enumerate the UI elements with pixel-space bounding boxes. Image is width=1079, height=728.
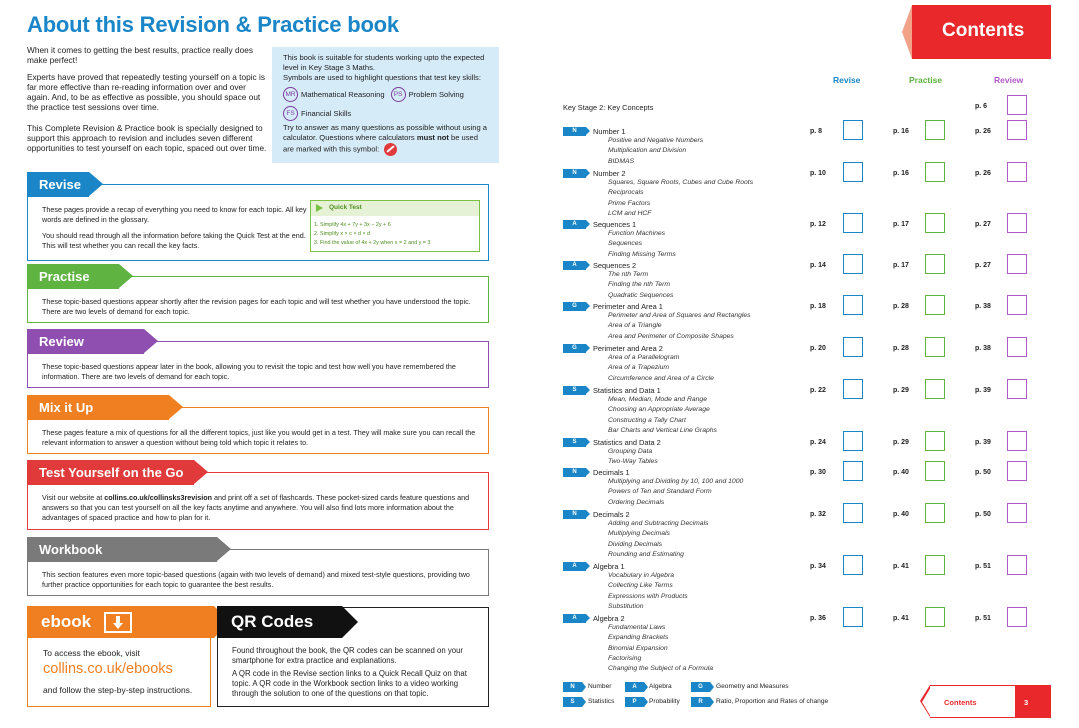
mr-icon: MR <box>283 87 298 102</box>
topic-badge: A <box>563 562 586 571</box>
subtopic-item: Squares, Square Roots, Cubes and Cube Roots <box>608 179 754 186</box>
practise-page-ref: p. 29 <box>893 439 909 446</box>
subtopic-item: Area of a Parallelogram <box>608 354 680 361</box>
subtopic-item: The nth Term <box>608 271 649 278</box>
subtopic-item: Fundamental Laws <box>608 624 666 631</box>
qr-codes-banner: QR Codes <box>217 606 342 638</box>
revise-page-ref: p. 14 <box>810 262 826 269</box>
skill-fs-label: Financial Skills <box>301 108 352 118</box>
intro-paragraph-2: Experts have proved that repeatedly testing yourself on a topic is far more effective than re-reading information over and over again. And, to be as effective as possible, you should space out the practice test sessions over time. <box>27 72 265 112</box>
subtopic-item: Finding Missing Terms <box>608 250 676 258</box>
topic-badge: S <box>563 386 586 395</box>
column-practise: Practise <box>909 75 943 85</box>
practise-checkbox[interactable] <box>925 213 945 233</box>
key-stage-review-checkbox[interactable] <box>1007 95 1027 115</box>
quick-test-item: 1. Simplify 4x + 7y + 3x − 2y + 6 <box>314 222 391 228</box>
revise-checkbox[interactable] <box>843 607 863 627</box>
subtopic-item: Multiplying Decimals <box>608 530 670 538</box>
topic-badge: A <box>563 614 586 623</box>
topic-badge: A <box>563 261 586 270</box>
subtopic-item: LCM and HCF <box>608 209 652 217</box>
review-checkbox[interactable] <box>1007 607 1027 627</box>
subtopic-item: Choosing an Appropriate Average <box>608 406 710 414</box>
intro-paragraph-3: This Complete Revision & Practice book is specially designed to support this approach to revision and includes seven different opportunities to test yourself on each topic, spaced out over time. <box>27 123 267 153</box>
subtopic-item: Circumference and Area of a Circle <box>608 374 714 382</box>
topic-badge: A <box>563 220 586 229</box>
mix-it-up-text: These pages feature a mix of questions for all the different topics, just like you would get in a test. They will make sure you can recall the relevant information to answer a question without being told which topic it relates to. <box>42 428 476 447</box>
calc-bold: must not <box>416 133 449 143</box>
revise-page-ref: p. 22 <box>810 387 826 394</box>
revise-page-ref: p. 8 <box>810 128 823 135</box>
test-yourself-banner: Test Yourself on the Go <box>27 460 194 485</box>
column-review: Review <box>994 75 1024 85</box>
review-checkbox[interactable] <box>1007 431 1027 451</box>
topic-badge: G <box>563 344 586 353</box>
revise-checkbox[interactable] <box>843 120 863 140</box>
practise-page-ref: p. 16 <box>893 128 909 135</box>
topic-title: Statistics and Data 1 <box>593 386 661 395</box>
practise-page-ref: p. 17 <box>893 262 909 269</box>
legend-probability: Probability <box>649 698 680 705</box>
arrow-icon <box>316 204 323 212</box>
subtopic-item: Multiplying and Dividing by 10, 100 and 1000 <box>608 478 744 485</box>
revise-page-ref: p. 24 <box>810 439 826 446</box>
practise-page-ref: p. 41 <box>893 563 909 570</box>
topic-title: Decimals 2 <box>593 510 630 519</box>
fs-icon: FS <box>283 106 298 121</box>
no-calculator-icon <box>384 143 397 156</box>
practise-page-ref: p. 17 <box>893 221 909 228</box>
info-box <box>272 47 499 163</box>
subtopic-item: Expressions with Products <box>608 592 688 600</box>
revise-page-ref: p. 10 <box>810 170 826 177</box>
revise-text-1: These pages provide a recap of everything you need to know for each topic. All key words are defined in the glossary. <box>42 205 307 224</box>
practise-checkbox[interactable] <box>925 162 945 182</box>
review-checkbox[interactable] <box>1007 295 1027 315</box>
page-number: 3 <box>1024 698 1029 707</box>
test-yourself-text <box>42 493 482 523</box>
revise-checkbox[interactable] <box>843 379 863 399</box>
topic-title: Perimeter and Area 2 <box>593 344 663 353</box>
subtopic-item: Ordering Decimals <box>608 498 665 506</box>
practise-checkbox[interactable] <box>925 607 945 627</box>
topic-badge: N <box>563 510 586 519</box>
topic-title: Algebra 1 <box>593 562 625 571</box>
practise-page-ref: p. 29 <box>893 387 909 394</box>
legend-geometry: Geometry and Measures <box>716 683 789 690</box>
contents-tab <box>912 5 1051 59</box>
skill-mr-label: Mathematical Reasoning <box>301 89 385 99</box>
test-yourself-end: and print off a set of flashcards. These pocket-sized cards feature questions and answers so that you can test yourself on all the key facts anytime and anywhere. You will also find lots more information about the advantages of spaced practice and how to plan for it. <box>42 493 470 522</box>
qr-text-1: Found throughout the book, the QR codes can be scanned on your smartphone for extra practice and explanations. <box>232 646 464 665</box>
info-suitability: This book is suitable for students working upto the expected level in Key Stage 3 Maths. <box>283 53 485 72</box>
revise-checkbox[interactable] <box>843 213 863 233</box>
revise-page-ref: p. 32 <box>810 511 826 518</box>
legend-badge-n: N <box>563 682 582 692</box>
mix-it-up-banner: Mix it Up <box>27 395 169 420</box>
legend-badge-p: P <box>625 697 644 707</box>
download-icon <box>104 612 132 633</box>
skill-mr <box>283 87 385 102</box>
topic-title: Sequences 1 <box>593 220 637 229</box>
ebook-line-1: To access the ebook, visit <box>43 648 140 658</box>
review-checkbox[interactable] <box>1007 120 1027 140</box>
ebook-line-2: and follow the step-by-step instructions. <box>43 685 193 695</box>
practise-checkbox[interactable] <box>925 295 945 315</box>
subtopic-item: Perimeter and Area of Squares and Rectangles <box>608 312 751 319</box>
subtopic-item: Function Machines <box>608 230 666 237</box>
review-text: These topic-based questions appear later in the book, allowing you to revisit the topic and test how well you have remembered the information. There are two levels of demand for each topic. <box>42 362 456 381</box>
legend-number: Number <box>588 683 612 690</box>
review-checkbox[interactable] <box>1007 379 1027 399</box>
revise-checkbox[interactable] <box>843 431 863 451</box>
revise-page-ref: p. 30 <box>810 469 826 476</box>
revise-banner: Revise <box>27 172 89 197</box>
subtopic-item: Finding the nth Term <box>608 281 671 289</box>
skill-ps <box>391 87 464 102</box>
review-page-ref: p. 38 <box>975 303 991 310</box>
topic-title: Perimeter and Area 1 <box>593 302 663 311</box>
calc-end: be used are marked with this symbol: <box>283 133 479 154</box>
revise-checkbox[interactable] <box>843 254 863 274</box>
subtopic-item: BIDMAS <box>608 157 635 165</box>
legend-badge-s: S <box>563 697 582 707</box>
ebook-url-link[interactable]: collins.co.uk/ebooks <box>43 661 173 677</box>
practise-checkbox[interactable] <box>925 461 945 481</box>
contents-title: Contents <box>942 20 1025 41</box>
subtopic-item: Area of a Triangle <box>608 322 662 330</box>
practise-checkbox[interactable] <box>925 555 945 575</box>
subtopic-item: Multiplication and Division <box>608 147 687 155</box>
revise-text-2: You should read through all the information before taking the Quick Test at the end. This will test whether you can recall the key facts. <box>42 231 306 250</box>
subtopic-item: Expanding Brackets <box>608 634 669 642</box>
topic-badge: N <box>563 169 586 178</box>
practise-checkbox[interactable] <box>925 431 945 451</box>
subtopic-item: Positive and Negative Numbers <box>608 137 704 144</box>
topic-title: Sequences 2 <box>593 261 637 270</box>
key-stage-title: Key Stage 2: Key Concepts <box>563 103 654 112</box>
practise-checkbox[interactable] <box>925 379 945 399</box>
subtopic-item: Reciprocals <box>608 189 644 197</box>
topic-badge: G <box>563 302 586 311</box>
intro-paragraph-1: When it comes to getting the best results, practice really does make perfect! <box>27 45 253 65</box>
subtopic-item: Area and Perimeter of Composite Shapes <box>608 332 734 340</box>
qr-text-2: A QR code in the Revise section links to a Quick Recall Quiz on that topic. A QR code in the Workbook section links to a video working through the solution to one of the questions on that topic. <box>232 669 467 698</box>
practise-checkbox[interactable] <box>925 337 945 357</box>
skill-ps-label: Problem Solving <box>408 89 464 99</box>
practise-page-ref: p. 16 <box>893 170 909 177</box>
subtopic-item: Mean, Median, Mode and Range <box>608 396 707 403</box>
practise-checkbox[interactable] <box>925 254 945 274</box>
legend-badge-r: R <box>691 697 710 707</box>
topic-badge: N <box>563 468 586 477</box>
review-page-ref: p. 27 <box>975 221 991 228</box>
ps-icon: PS <box>391 87 406 102</box>
flashcards-link[interactable]: collins.co.uk/collinsks3revision <box>104 493 213 502</box>
review-banner: Review <box>27 329 144 354</box>
revise-page-ref: p. 18 <box>810 303 826 310</box>
calculator-note <box>283 123 489 156</box>
key-stage-review-page: p. 6 <box>975 103 988 110</box>
subtopic-item: Collecting Like Terms <box>608 582 673 590</box>
practise-page-ref: p. 28 <box>893 303 909 310</box>
calc-text: Try to answer as many questions as possible without using a calculator. Questions where calculators <box>283 123 488 143</box>
subtopic-item: Bar Charts and Vertical Line Graphs <box>608 426 717 434</box>
legend-statistics: Statistics <box>588 698 615 705</box>
revise-checkbox[interactable] <box>843 337 863 357</box>
revise-page-ref: p. 20 <box>810 345 826 352</box>
subtopic-item: Powers of Ten and Standard Form <box>608 488 712 496</box>
subtopic-item: Binomial Expansion <box>608 644 668 652</box>
footer-tab <box>930 685 1051 718</box>
practise-banner: Practise <box>27 264 119 289</box>
review-checkbox[interactable] <box>1007 503 1027 523</box>
subtopic-item: Two-Way Tables <box>608 458 658 466</box>
quick-test-item: 3. Find the value of 4x + 2y when x = 2 and y = 3 <box>314 240 431 246</box>
review-checkbox[interactable] <box>1007 162 1027 182</box>
review-page-ref: p. 50 <box>975 511 991 518</box>
page-title: About this Revision & Practice book <box>27 12 399 37</box>
review-checkbox[interactable] <box>1007 461 1027 481</box>
workbook-banner: Workbook <box>27 537 217 562</box>
review-checkbox[interactable] <box>1007 254 1027 274</box>
subtopic-item: Changing the Subject of a Formula <box>608 665 714 673</box>
revise-checkbox[interactable] <box>843 555 863 575</box>
subtopic-item: Factorising <box>608 654 642 662</box>
topic-title: Number 2 <box>593 169 626 178</box>
subtopic-item: Rounding and Estimating <box>608 550 684 558</box>
practise-text: These topic-based questions appear shortly after the revision pages for each topic and will test whether you have understood the topic. There are two levels of demand for each topic. <box>42 297 471 316</box>
subtopic-item: Sequences <box>608 240 643 248</box>
topic-title: Decimals 1 <box>593 468 630 477</box>
practise-checkbox[interactable] <box>925 503 945 523</box>
review-page-ref: p. 38 <box>975 345 991 352</box>
revise-page-ref: p. 12 <box>810 221 826 228</box>
review-page-ref: p. 50 <box>975 469 991 476</box>
revise-checkbox[interactable] <box>843 461 863 481</box>
subtopic-item: Grouping Data <box>608 448 653 455</box>
review-page-ref: p. 39 <box>975 387 991 394</box>
column-revise: Revise <box>833 75 861 85</box>
practise-page-ref: p. 40 <box>893 511 909 518</box>
ebook-banner: ebook <box>27 606 214 638</box>
footer-contents-label: Contents <box>944 698 977 707</box>
revise-checkbox[interactable] <box>843 503 863 523</box>
workbook-text: This section features even more topic-based questions (again with two levels of demand) and mixed test-style questions, providing two further practice opportunities for each topic to guarantee the best results. <box>42 570 470 589</box>
subtopic-item: Quadratic Sequences <box>608 291 674 299</box>
info-symbols: Symbols are used to highlight questions that test key skills: <box>283 72 481 82</box>
practise-page-ref: p. 41 <box>893 615 909 622</box>
topic-title: Algebra 2 <box>593 614 625 623</box>
review-page-ref: p. 39 <box>975 439 991 446</box>
practise-checkbox[interactable] <box>925 120 945 140</box>
subtopic-item: Constructing a Tally Chart <box>608 416 686 424</box>
topic-badge: N <box>563 127 586 136</box>
subtopic-item: Adding and Subtracting Decimals <box>608 520 709 527</box>
review-checkbox[interactable] <box>1007 555 1027 575</box>
subtopic-item: Substitution <box>608 602 644 610</box>
practise-page-ref: p. 28 <box>893 345 909 352</box>
test-yourself-start: Visit our website at <box>42 493 105 502</box>
legend-badge-a: A <box>625 682 644 692</box>
skill-fs <box>283 106 351 121</box>
review-page-ref: p. 26 <box>975 128 991 135</box>
topic-title: Number 1 <box>593 127 626 136</box>
revise-page-ref: p. 34 <box>810 563 826 570</box>
review-page-ref: p. 26 <box>975 170 991 177</box>
quick-test-title: Quick Test <box>329 204 362 211</box>
quick-test-item: 2. Simplify x × c × d × d <box>314 231 371 237</box>
review-checkbox[interactable] <box>1007 337 1027 357</box>
subtopic-item: Vocabulary in Algebra <box>608 572 674 579</box>
subtopic-item: Area of a Trapezium <box>608 364 670 372</box>
topic-badge: S <box>563 438 586 447</box>
legend-badge-g: G <box>691 682 710 692</box>
practise-page-ref: p. 40 <box>893 469 909 476</box>
legend-algebra: Algebra <box>649 683 672 690</box>
quick-test-box <box>310 200 480 252</box>
subtopic-item: Dividing Decimals <box>608 540 663 548</box>
legend-ratio: Ratio, Proportion and Rates of change <box>716 698 829 705</box>
topic-title: Statistics and Data 2 <box>593 438 661 447</box>
revise-checkbox[interactable] <box>843 162 863 182</box>
review-page-ref: p. 27 <box>975 262 991 269</box>
review-page-ref: p. 51 <box>975 563 991 570</box>
revise-checkbox[interactable] <box>843 295 863 315</box>
subtopic-item: Prime Factors <box>608 199 651 207</box>
review-page-ref: p. 51 <box>975 615 991 622</box>
revise-page-ref: p. 36 <box>810 615 826 622</box>
review-checkbox[interactable] <box>1007 213 1027 233</box>
